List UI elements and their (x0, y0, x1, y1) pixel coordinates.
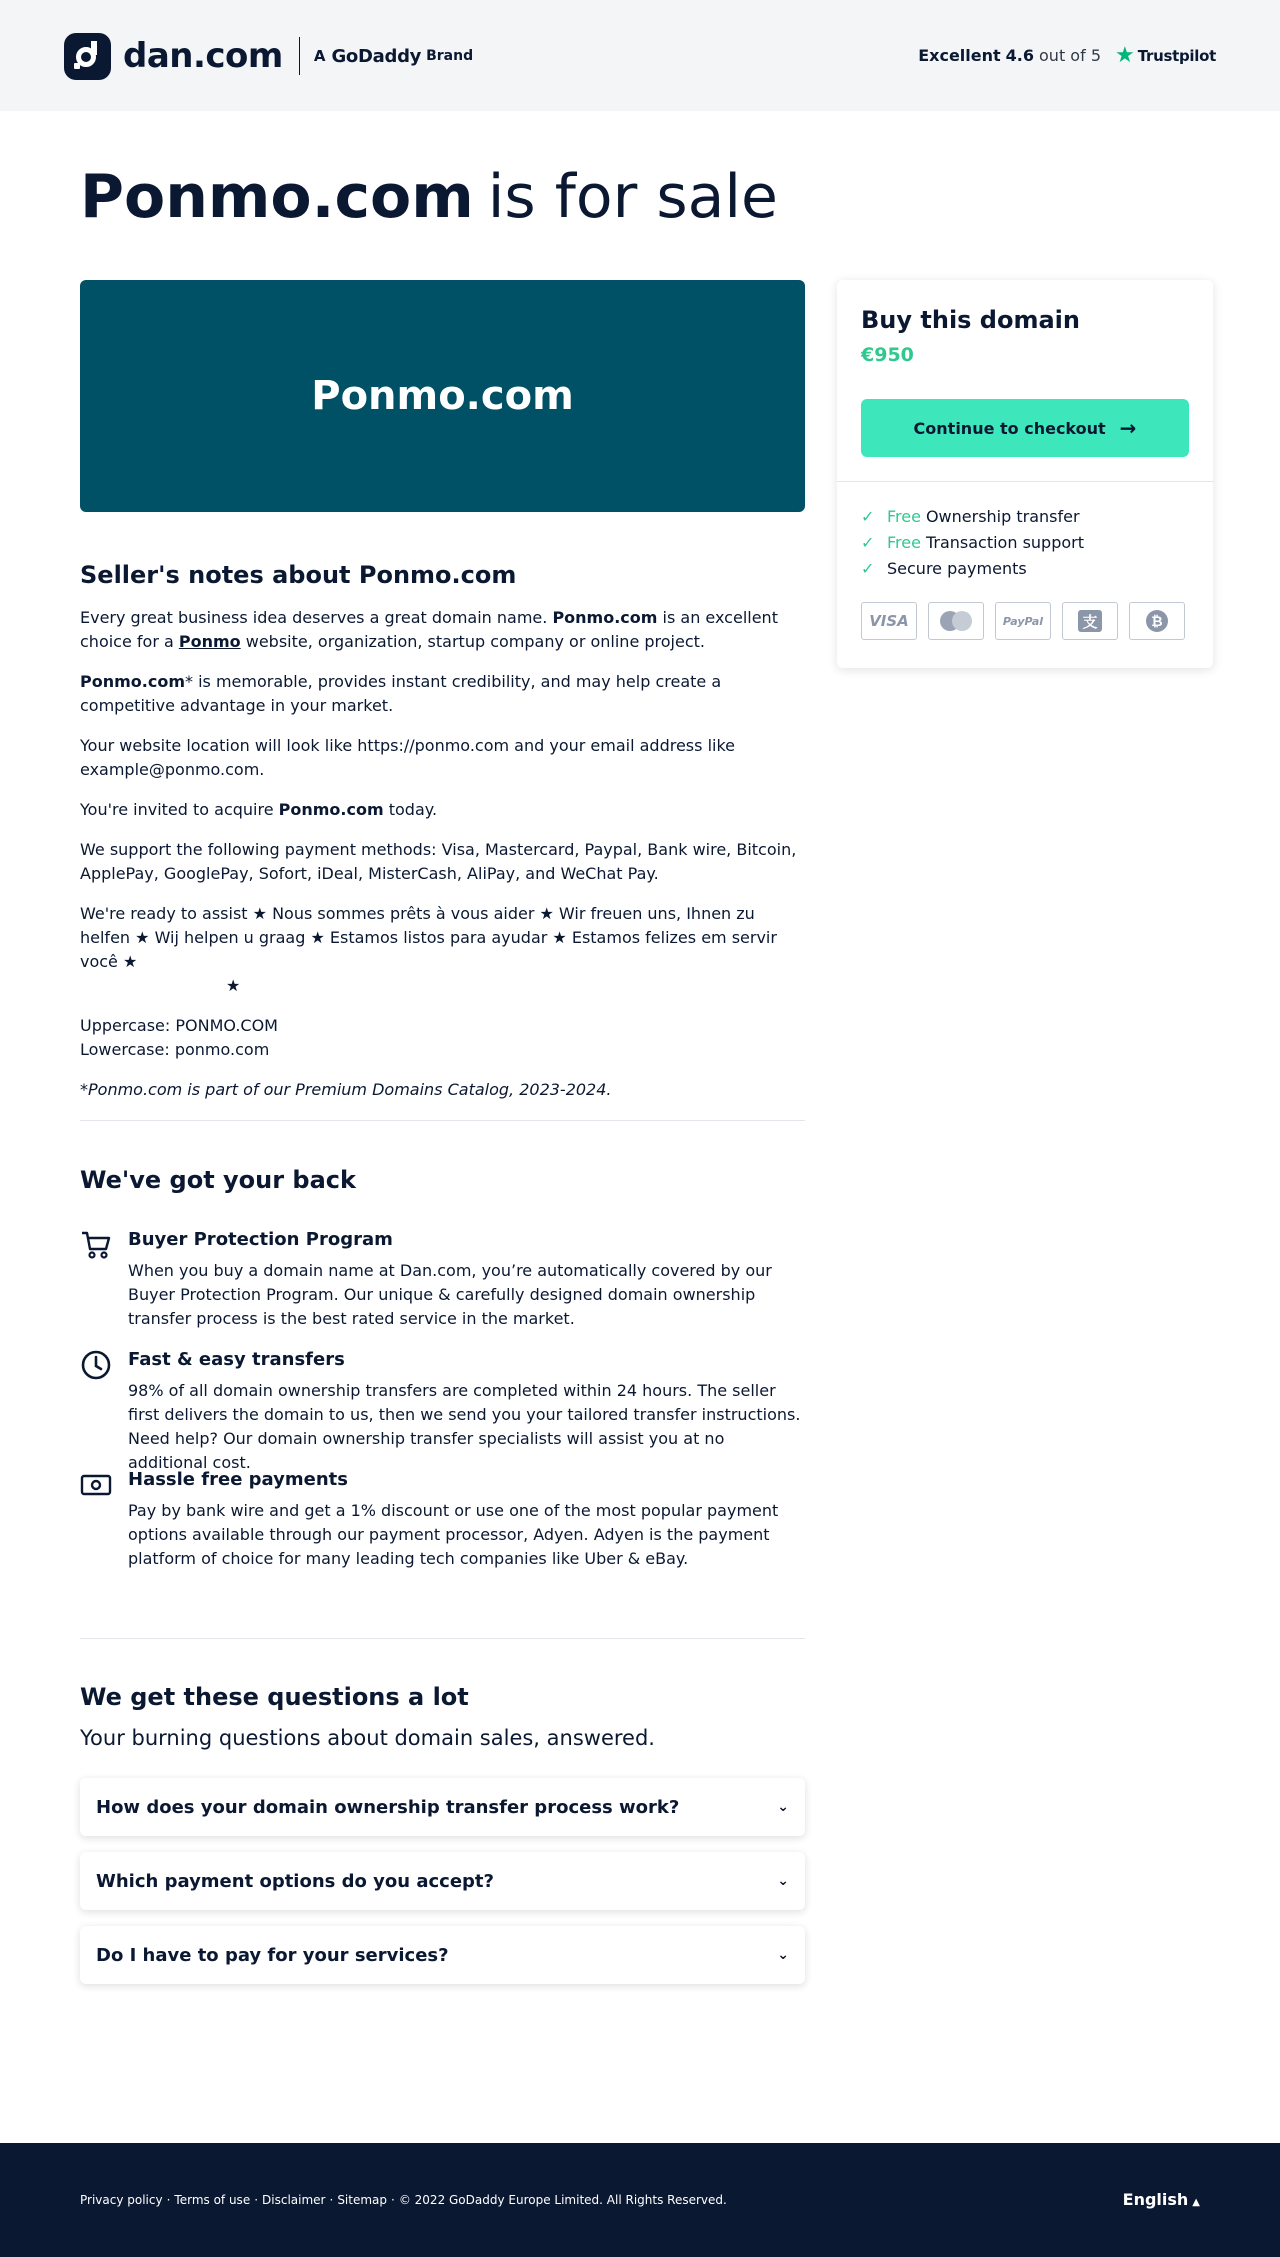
trustpilot-rating[interactable] (918, 42, 1216, 68)
domain-banner (80, 280, 805, 512)
faq-heading: We get these questions a lot (80, 1683, 469, 1711)
check-icon: ✓ (861, 507, 875, 526)
language-label: English (1122, 2190, 1189, 2209)
dan-logo[interactable] (64, 31, 473, 81)
seller-notes-heading: Seller's notes about Ponmo.com (80, 561, 517, 589)
page-title (80, 162, 778, 232)
language-selector[interactable] (1123, 2190, 1200, 2209)
logo-text: dan.com (123, 36, 283, 76)
brand-prefix: A (313, 47, 326, 65)
page-title-domain: Ponmo.com (80, 162, 474, 232)
chevron-down-icon: ⌄ (777, 1947, 789, 1963)
checkout-button[interactable] (861, 399, 1189, 457)
footer-link-terms[interactable]: Terms of use (174, 2193, 251, 2207)
buy-card (837, 280, 1213, 668)
footer-link-disclaimer[interactable]: Disclaimer (262, 2193, 326, 2207)
page-title-rest: is for sale (487, 162, 778, 232)
benefit-title: Buyer Protection Program (128, 1229, 393, 1250)
checkout-label: Continue to checkout (913, 418, 1106, 438)
divider (80, 1120, 805, 1121)
footer-link-sitemap[interactable]: Sitemap (337, 2193, 388, 2207)
footer-copyright: © 2022 GoDaddy Europe Limited. All Rights Reserved. (398, 2193, 727, 2207)
feature-label: Secure payments (887, 559, 1027, 578)
notes-paragraph: Ponmo.com* is memorable, provides instant credibility, and may help create a competitive advantage in your market. (80, 672, 722, 715)
feature-label: Transaction support (925, 533, 1084, 552)
brand-suffix: Brand (426, 48, 474, 64)
benefit-title: Hassle free payments (128, 1469, 348, 1490)
notes-catalog: *Ponmo.com is part of our Premium Domains Catalog, 2023-2024. (80, 1080, 612, 1099)
buy-price: €950 (861, 344, 914, 366)
benefit-desc: 98% of all domain ownership transfers are completed within 24 hours. The seller first delivers the domain to us, then we send you your tailored transfer instructions. Need help? Our domain ownership transfer specialists will assist you at no additional cost. (128, 1381, 801, 1472)
ponmo-link[interactable]: Ponmo (178, 632, 241, 651)
benefit-desc: Pay by bank wire and get a 1% discount or use one of the most popular payment options available through our payment processor, Adyen. Adyen is the payment platform of choice for many leading tech companies like Uber & eBay. (128, 1501, 779, 1568)
divider (80, 1638, 805, 1639)
chevron-down-icon: ⌄ (777, 1873, 789, 1889)
visa-icon: VISA (861, 602, 917, 640)
banner-domain: Ponmo.com (311, 373, 574, 419)
chevron-down-icon: ⌄ (777, 1799, 789, 1815)
faq-question: Which payment options do you accept? (96, 1870, 494, 1892)
buy-divider (837, 481, 1213, 482)
notes-case: Uppercase: PONMO.COM Lowercase: ponmo.com (80, 1016, 278, 1059)
dan-logo-icon (64, 33, 111, 80)
faq-question: Do I have to pay for your services? (96, 1944, 449, 1966)
trust-score: 4.6 (1005, 46, 1035, 65)
bitcoin-icon: ₿ (1129, 602, 1185, 640)
feature-ownership-transfer (861, 507, 1080, 526)
caret-up-icon: ▲ (1192, 2197, 1200, 2208)
seller-notes (80, 606, 805, 1118)
benefit-title: Fast & easy transfers (128, 1349, 345, 1370)
clock-icon (80, 1349, 112, 1381)
faq-subheading: Your burning questions about domain sales, answered. (80, 1726, 655, 1750)
feature-free: Free (887, 533, 921, 552)
alipay-icon: 支 (1062, 602, 1118, 640)
faq-item[interactable] (80, 1778, 805, 1836)
got-your-back-heading: We've got your back (80, 1166, 356, 1194)
cash-icon (80, 1469, 112, 1501)
feature-transaction-support (861, 533, 1084, 552)
godaddy-brand-name: GoDaddy (331, 45, 422, 67)
footer-link-privacy[interactable]: Privacy policy (80, 2193, 163, 2207)
faq-item[interactable] (80, 1926, 805, 1984)
check-icon: ✓ (861, 533, 875, 552)
logo-divider (299, 37, 300, 75)
faq-question: How does your domain ownership transfer process work? (96, 1796, 680, 1818)
trust-outof: out of 5 (1039, 46, 1101, 65)
paypal-icon: PayPal (995, 602, 1051, 640)
feature-free: Free (887, 507, 921, 526)
notes-multilingual: We're ready to assist ★ Nous sommes prêts à vous aider ★ Wir freuen uns, Ihnen zu helfen ★ Wij helpen u graag ★ Estamos listos para ayudar ★ Estamos felizes em servir você ★ ★ (80, 904, 777, 995)
trustpilot-star-icon: ★ (1115, 42, 1135, 68)
payment-icons (861, 602, 1185, 640)
arrow-right-icon: → (1119, 416, 1137, 440)
buy-title: Buy this domain (861, 306, 1080, 334)
footer-links: Privacy policy · Terms of use · Disclaimer · Sitemap · © 2022 GoDaddy Europe Limited. All Rights Reserved. (80, 2193, 727, 2207)
notes-paragraph: Every great business idea deserves a great domain name. Ponmo.com is an excellent choice for a Ponmo website, organization, startup company or online project. (80, 608, 778, 651)
check-icon: ✓ (861, 559, 875, 578)
feature-secure-payments (861, 559, 1027, 578)
notes-paragraph: We support the following payment methods: Visa, Mastercard, Paypal, Bank wire, Bitcoin, ApplePay, GooglePay, Sofort, iDeal, MisterCash, AliPay, and WeChat Pay. (80, 840, 797, 883)
notes-paragraph: Your website location will look like https://ponmo.com and your email address like example@ponmo.com. (80, 736, 735, 779)
benefit-desc: When you buy a domain name at Dan.com, you’re automatically covered by our Buyer Protection Program. Our unique & carefully designed domain ownership transfer process is the best rated service in the market. (128, 1261, 772, 1328)
mastercard-icon (928, 602, 984, 640)
trust-label: Excellent (918, 46, 1001, 65)
notes-paragraph: You're invited to acquire Ponmo.com today. (80, 800, 438, 819)
cart-icon (80, 1229, 112, 1261)
trustpilot-logo-text: Trustpilot (1137, 46, 1216, 65)
site-header (0, 0, 1280, 111)
faq-item[interactable] (80, 1852, 805, 1910)
site-footer (0, 2143, 1280, 2257)
feature-label: Ownership transfer (925, 507, 1080, 526)
